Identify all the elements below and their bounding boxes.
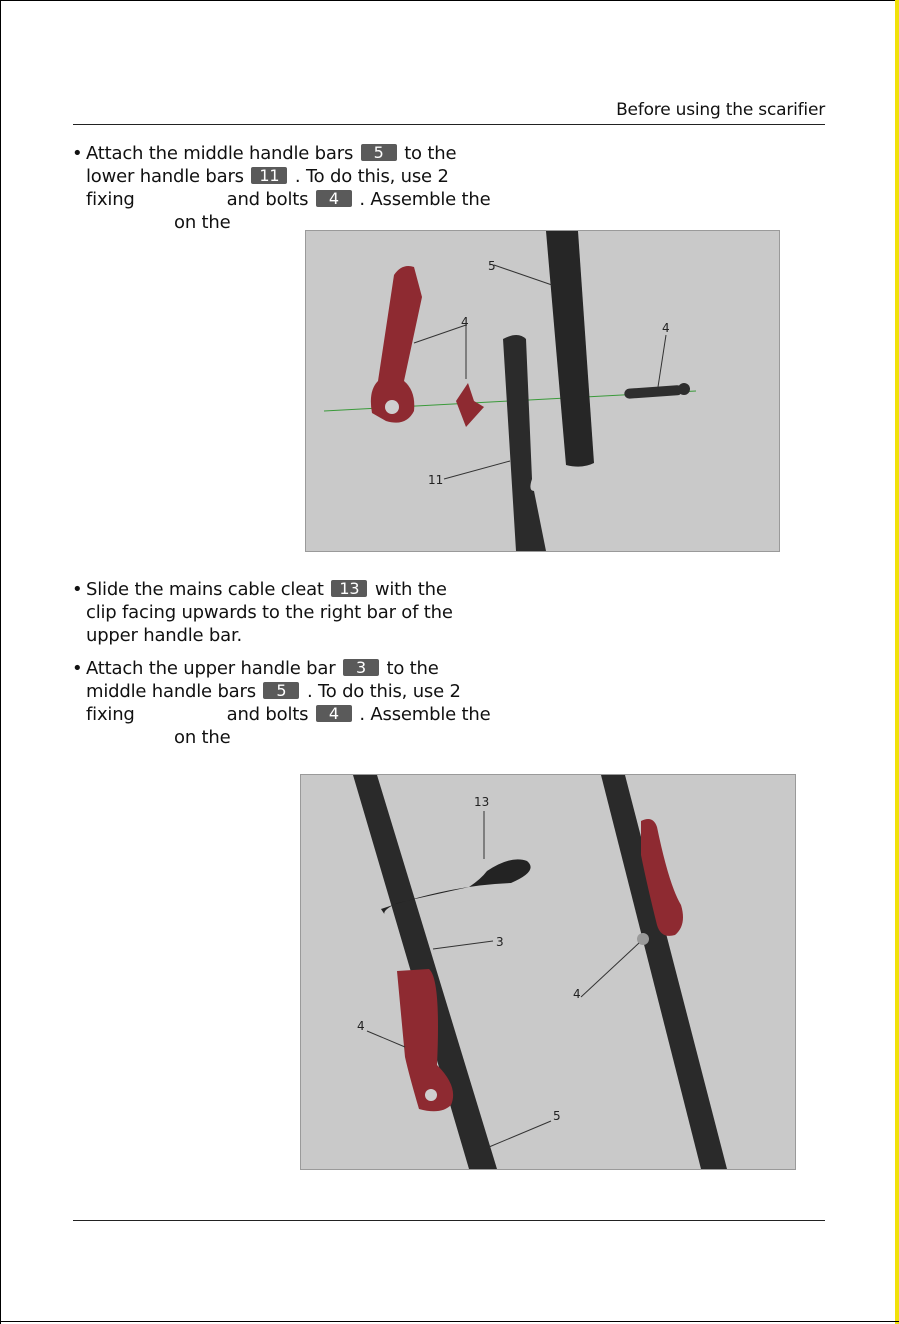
step-attach-middle-bars <box>72 142 490 234</box>
callout-4: 4 <box>357 1019 365 1033</box>
callout-5: 5 <box>553 1109 561 1123</box>
step1-line1-end: to the <box>404 143 457 164</box>
header-rule <box>73 124 825 125</box>
figure2-drawing <box>301 775 795 1169</box>
step3-line1-text: Attach the upper handle bar <box>86 658 336 679</box>
step1-line3-mid: and bolts <box>226 189 309 210</box>
assembly-figure-upper-joint <box>300 774 796 1170</box>
part-tag: 13 <box>331 580 367 597</box>
step-slide-cable-cleat <box>72 578 453 647</box>
callout-11: 11 <box>428 473 444 487</box>
step3-line4-text: on the <box>174 727 231 748</box>
page-frame-bottom <box>0 1321 899 1322</box>
assembly-figure-lower-joint <box>305 230 780 552</box>
callout-4: 4 <box>573 987 581 1001</box>
callout-5: 5 <box>488 259 496 273</box>
part-tag: 4 <box>316 190 352 207</box>
part-tag: 4 <box>316 705 352 722</box>
step3-line3-text: fixing <box>86 704 135 725</box>
step2-line1-text: Slide the mains cable cleat <box>86 579 324 600</box>
page-frame-top <box>0 0 899 1</box>
step1-line1-text: Attach the middle handle bars <box>86 143 354 164</box>
step1-line4-text: on the <box>174 212 231 233</box>
step1-line2-text: lower handle bars <box>86 166 244 187</box>
page-frame-left <box>0 0 1 1324</box>
step2-line3-text: upper handle bar. <box>86 625 243 646</box>
callout-3: 3 <box>496 935 504 949</box>
step-attach-upper-bar <box>72 657 490 749</box>
bullet-dot: • <box>72 579 83 600</box>
step3-line2-text: middle handle bars <box>86 681 256 702</box>
step3-line3-end: . Assemble the <box>359 704 491 725</box>
step3-line3-mid: and bolts <box>226 704 309 725</box>
callout-13: 13 <box>474 795 490 809</box>
step1-line3-text: fixing <box>86 189 135 210</box>
part-tag: 11 <box>251 167 287 184</box>
footer-rule <box>73 1220 825 1221</box>
bullet-dot: • <box>72 658 83 679</box>
figure1-drawing <box>306 231 779 551</box>
part-tag: 3 <box>343 659 379 676</box>
step2-line2-text: clip facing upwards to the right bar of the <box>86 602 453 623</box>
part-tag: 5 <box>361 144 397 161</box>
callout-4: 4 <box>461 315 469 329</box>
section-header: Before using the scarifier <box>616 100 825 120</box>
step3-line1-end: to the <box>386 658 439 679</box>
part-tag: 5 <box>263 682 299 699</box>
page-frame-accent <box>895 0 899 1324</box>
bullet-dot: • <box>72 143 83 164</box>
step1-line3-end: . Assemble the <box>359 189 491 210</box>
callout-4: 4 <box>662 321 670 335</box>
step2-line1-end: with the <box>374 579 447 600</box>
step3-line2-end: . To do this, use 2 <box>306 681 461 702</box>
step1-line2-end: . To do this, use 2 <box>294 166 449 187</box>
